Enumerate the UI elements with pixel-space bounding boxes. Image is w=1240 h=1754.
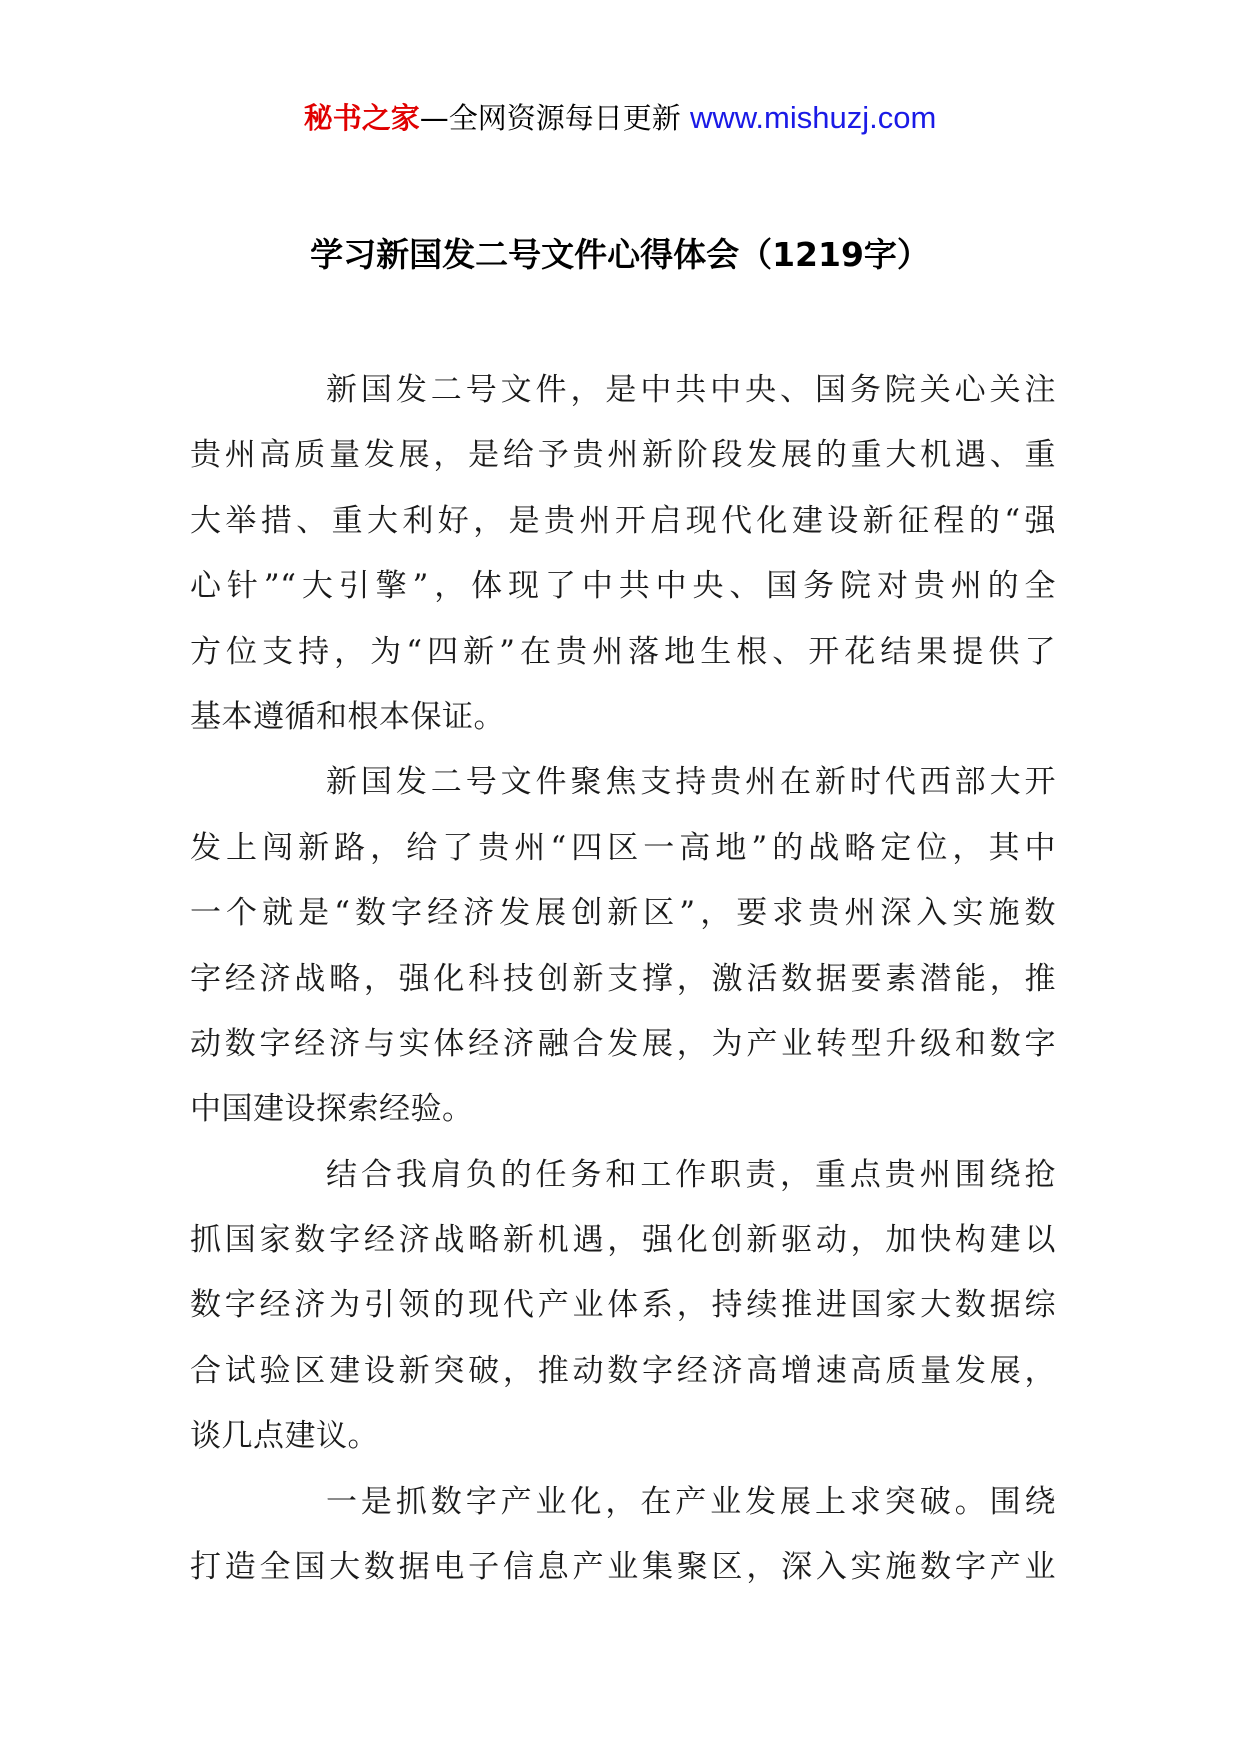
paragraph-2 — [190, 750, 1056, 1142]
text-line: 基本遵循和根本保证。 — [190, 698, 505, 735]
text-line: 贵州高质量发展，是给予贵州新阶段发展的重大机遇、重 — [190, 437, 1056, 474]
page-header — [0, 98, 1240, 138]
text-line: 发上闯新路，给了贵州“四区一高地”的战略定位，其中 — [190, 829, 1056, 866]
paragraph-4 — [190, 1470, 1056, 1601]
text-line: 结合我肩负的任务和工作职责，重点贵州围绕抢 — [326, 1156, 1056, 1193]
text-line: 新国发二号文件，是中共中央、国务院关心关注 — [326, 372, 1056, 408]
text-line: 方位支持，为“四新”在贵州落地生根、开花结果提供了 — [190, 633, 1056, 670]
paragraph-3 — [190, 1143, 1056, 1470]
website-link[interactable]: www.mishuzj.com — [689, 100, 937, 135]
text-line: 谈几点建议。 — [190, 1418, 379, 1455]
brand-name: 秘书之家 — [303, 101, 420, 135]
text-line: 合试验区建设新突破，推动数字经济高增速高质量发展， — [190, 1352, 1056, 1389]
text-line: 动数字经济与实体经济融合发展，为产业转型升级和数字 — [190, 1025, 1056, 1062]
document-title: 学习新国发二号文件心得体会（1219字） — [310, 235, 930, 274]
text-line: 一个就是“数字经济发展创新区”，要求贵州深入实施数 — [190, 895, 1056, 932]
text-line: 新国发二号文件聚焦支持贵州在新时代西部大开 — [326, 764, 1056, 801]
header-tagline: —全网资源每日更新 — [419, 101, 681, 135]
text-line: 抓国家数字经济战略新机遇，强化创新驱动，加快构建以 — [190, 1222, 1056, 1259]
text-line: 一是抓数字产业化，在产业发展上求突破。围绕 — [326, 1483, 1056, 1520]
paragraph-1 — [190, 358, 1056, 750]
document-body — [190, 358, 1056, 1600]
text-line: 心针”“大引擎”，体现了中共中央、国务院对贵州的全 — [190, 568, 1056, 605]
text-line: 字经济战略，强化科技创新支撑，激活数据要素潜能，推 — [190, 960, 1056, 997]
text-line: 大举措、重大利好，是贵州开启现代化建设新征程的“强 — [190, 502, 1056, 539]
text-line: 中国建设探索经验。 — [190, 1091, 474, 1128]
text-line: 打造全国大数据电子信息产业集聚区，深入实施数字产业 — [190, 1549, 1056, 1586]
text-line: 数字经济为引领的现代产业体系，持续推进国家大数据综 — [190, 1287, 1056, 1324]
